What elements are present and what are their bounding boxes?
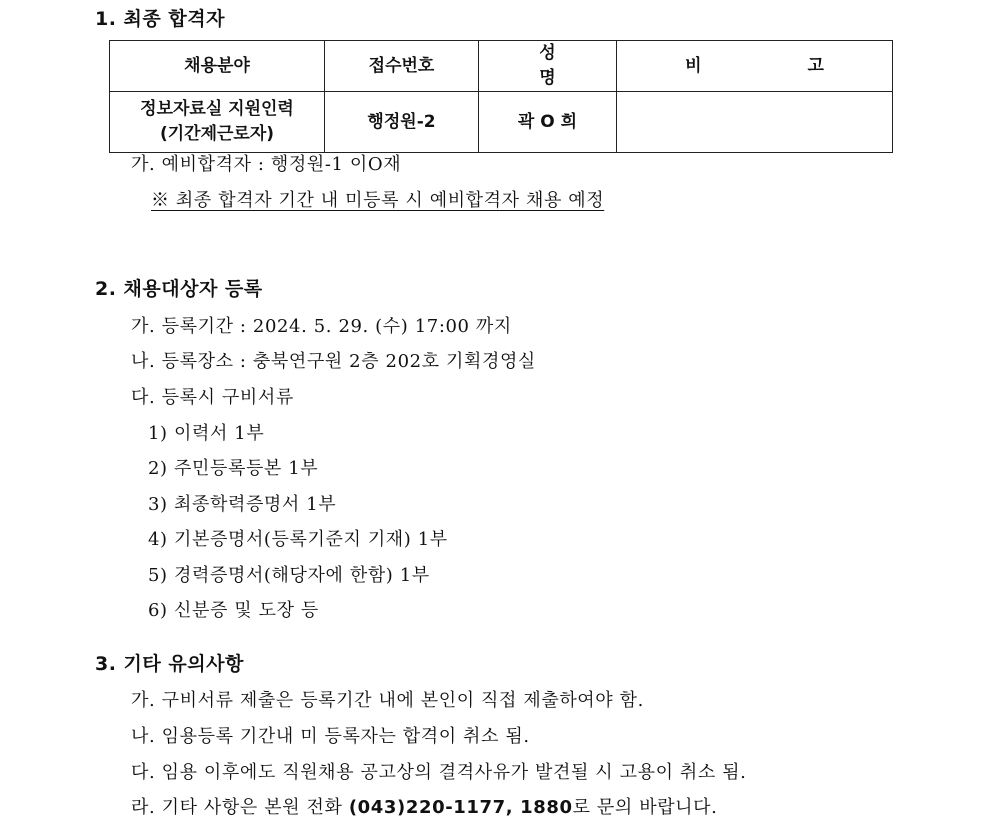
notice-item: 다. 임용 이후에도 직원채용 공고상의 결격사유가 발견될 시 고용이 취소 됨. bbox=[131, 762, 747, 783]
cell-field-line1: 정보자료실 지원인력 bbox=[140, 99, 294, 119]
section-3-title: 3. 기타 유의사항 bbox=[95, 653, 244, 675]
section-2-title: 2. 채용대상자 등록 bbox=[95, 278, 263, 300]
contact-prefix: 라. 기타 사항은 본원 전화 bbox=[131, 797, 349, 818]
contact-suffix: 로 문의 바랍니다. bbox=[572, 797, 718, 818]
document-item: 4) 기본증명서(등록기준지 기재) 1부 bbox=[148, 529, 448, 550]
header-name: 성 명 bbox=[479, 41, 617, 92]
section-1-title: 1. 최종 합격자 bbox=[95, 8, 225, 30]
cell-note bbox=[617, 92, 893, 153]
document-item: 2) 주민등록등본 1부 bbox=[148, 458, 319, 479]
header-note: 비 고 bbox=[617, 41, 893, 92]
contact-line bbox=[131, 793, 717, 819]
table-row bbox=[110, 92, 893, 153]
document-item: 6) 신분증 및 도장 등 bbox=[148, 600, 319, 621]
required-documents-title: 다. 등록시 구비서류 bbox=[131, 387, 294, 408]
notice-item: 나. 임용등록 기간내 미 등록자는 합격이 취소 됨. bbox=[131, 726, 530, 747]
header-number: 접수번호 bbox=[325, 41, 479, 92]
cell-number: 행정원-2 bbox=[325, 92, 479, 153]
cell-field bbox=[110, 92, 325, 153]
document-item: 1) 이력서 1부 bbox=[148, 423, 265, 444]
registration-place: 나. 등록장소 : 충북연구원 2층 202호 기획경영실 bbox=[131, 351, 536, 372]
cell-name: 곽 O 희 bbox=[479, 92, 617, 153]
contact-phone: (043)220-1177, 1880 bbox=[348, 797, 573, 818]
document-item: 3) 최종학력증명서 1부 bbox=[148, 494, 337, 515]
reserve-candidate-line: 가. 예비합격자 : 행정원-1 이O재 bbox=[131, 154, 402, 175]
reserve-note-line: ※ 최종 합격자 기간 내 미등록 시 예비합격자 채용 예정 bbox=[151, 190, 605, 211]
notice-item: 가. 구비서류 제출은 등록기간 내에 본인이 직접 제출하여야 함. bbox=[131, 690, 644, 711]
header-field: 채용분야 bbox=[110, 41, 325, 92]
final-candidates-table bbox=[109, 40, 893, 153]
cell-field-line2: (기간제근로자) bbox=[159, 124, 275, 144]
document-item: 5) 경력증명서(해당자에 한함) 1부 bbox=[148, 565, 430, 586]
registration-period: 가. 등록기간 : 2024. 5. 29. (수) 17:00 까지 bbox=[131, 316, 512, 337]
table-header-row bbox=[110, 41, 893, 92]
